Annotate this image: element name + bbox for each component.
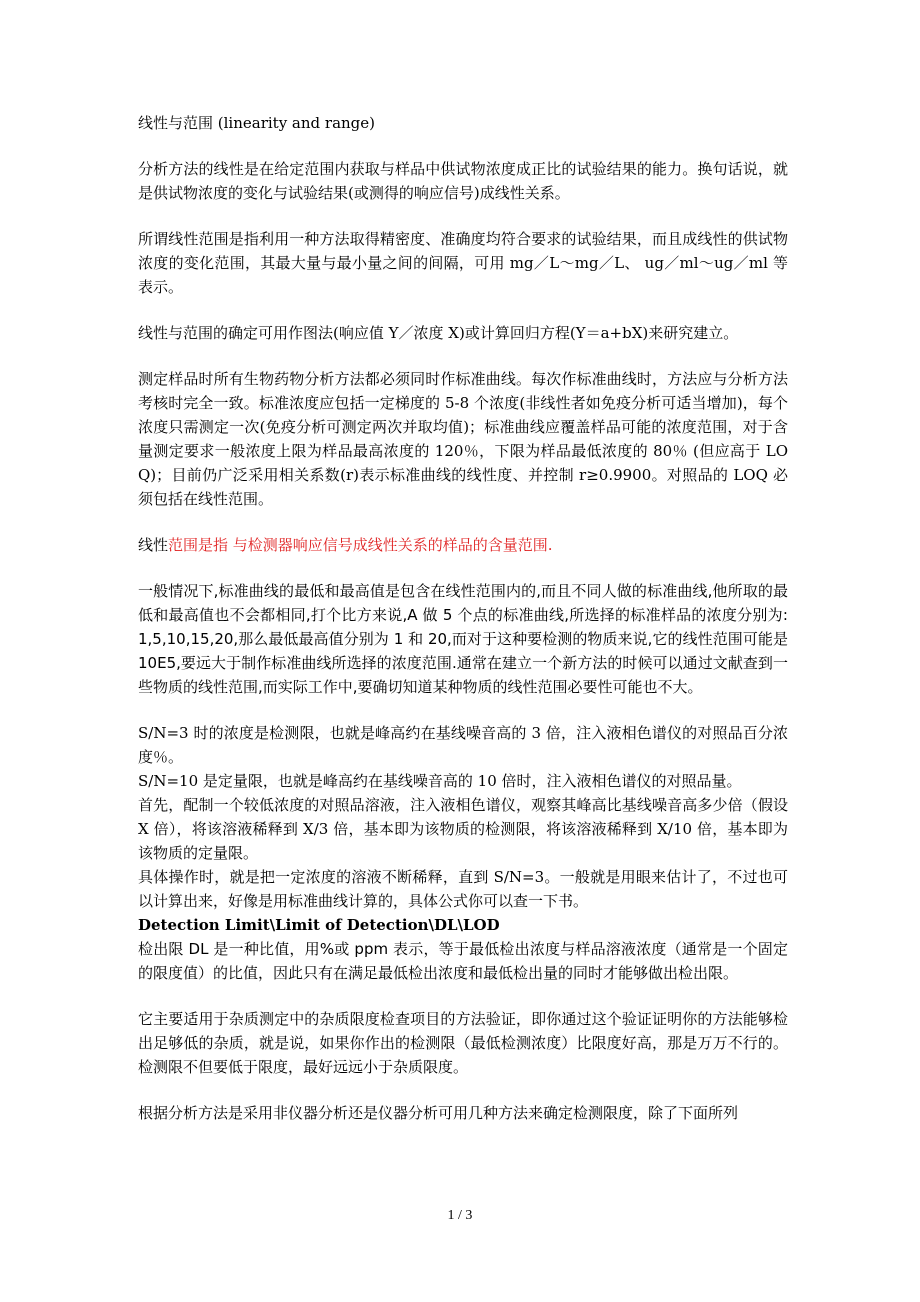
page-number: 1 / 3 [447, 1208, 473, 1223]
paragraph-standard-curve-example: 一般情况下,标准曲线的最低和最高值是包含在线性范围内的,而且不同人做的标准曲线,他所取的最低和最高值也不会都相同,打个比方来说,A 做 5 个点的标准曲线,所选择的标准样品的浓度分别为:1,5,10,15,20,那么最低最高值分别为 1 和 20,而对于这种要检测的物质来说,它的线性范围可能是 10E5,要远大于制作标准曲线所选择的浓度范围.通常在建立一个新方法的时候可以通过文献查到一些物质的线性范围,而实际工作中,要确切知道某种物质的线性范围必要性可能也不大。 [138, 582, 788, 696]
lod-heading: Detection Limit\Limit of Detection\DL\LOD [138, 916, 500, 934]
paragraph-range-definition [138, 533, 788, 557]
range-definition-highlight: 范围是指 与检测器响应信号成线性关系的样品的含量范围. [168, 536, 553, 554]
paragraph-linearity-definition: 分析方法的线性是在给定范围内获取与样品中供试物浓度成正比的试验结果的能力。换句话说，就是供试物浓度的变化与试验结果(或测得的响应信号)成线性关系。 [138, 160, 788, 202]
paragraph-dl-definition: 检出限 DL 是一种比值，用%或 ppm 表示，等于最低检出浓度与样品溶液浓度（通常是一个固定的限度值）的比值，因此只有在满足最低检出浓度和最低检出量的同时才能够做出检出限。 [138, 940, 788, 982]
paragraph-method-selection: 根据分析方法是采用非仪器分析还是仪器分析可用几种方法来确定检测限度，除了下面所列 [138, 1104, 739, 1122]
paragraph-quantitation-limit-sn10: S/N=10 是定量限，也就是峰高约在基线噪音高的 10 倍时，注入液相色谱仪的对照品量。 [138, 772, 742, 790]
document-body [138, 111, 788, 1125]
section-title: 线性与范围 (linearity and range) [138, 114, 376, 132]
paragraph-detection-limit-sn3: S/N=3 时的浓度是检测限，也就是峰高约在基线噪音高的 3 倍，注入液相色谱仪的对照品百分浓度％。 [138, 724, 788, 766]
paragraph-determination-method: 线性与范围的确定可用作图法(响应值 Y／浓度 X)或计算回归方程(Y＝a+bX)来研究建立。 [138, 324, 739, 342]
paragraph-standard-curve: 测定样品时所有生物药物分析方法都必须同时作标准曲线。每次作标准曲线时，方法应与分析方法考核时完全一致。标准浓度应包括一定梯度的 5-8 个浓度(非线性者如免疫分析可适当增加)，每个浓度只需测定一次(免疫分析可测定两次并取均值)；标准曲线应覆盖样品可能的浓度范围，对于含量测定要求一般浓度上限为样品最高浓度的 120％，下限为样品最低浓度的 80％ (但应高于 LOQ)；目前仍广泛采用相关系数(r)表示标准曲线的线性度、并控制 r≥0.9900。对照品的 LOQ 必须包括在线性范围。 [138, 370, 788, 508]
paragraph-impurity-application: 它主要适用于杂质测定中的杂质限度检查项目的方法验证，即你通过这个验证证明你的方法能够检出足够低的杂质，就是说，如果你作出的检测限（最低检测浓度）比限度好高，那是万万不行的。检测限不但要低于限度，最好远远小于杂质限度。 [138, 1010, 788, 1076]
range-definition-prefix: 线性 [138, 536, 169, 554]
paragraph-linear-range: 所谓线性范围是指利用一种方法取得精密度、准确度均符合要求的试验结果，而且成线性的供试物浓度的变化范围，其最大量与最小量之间的间隔，可用 mg／L～mg／L、 ug／ml～ug／ml 等表示。 [138, 230, 788, 296]
paragraph-operation: 具体操作时，就是把一定浓度的溶液不断稀释，直到 S/N=3。一般就是用眼来估计了，不过也可以计算出来，好像是用标准曲线计算的，具体公式你可以查一下书。 [138, 868, 788, 910]
paragraph-procedure: 首先，配制一个较低浓度的对照品溶液，注入液相色谱仪，观察其峰高比基线噪音高多少倍（假设 X 倍），将该溶液稀释到 X/3 倍，基本即为该物质的检测限，将该溶液稀释到 X/10 倍，基本即为该物质的定量限。 [138, 796, 788, 862]
